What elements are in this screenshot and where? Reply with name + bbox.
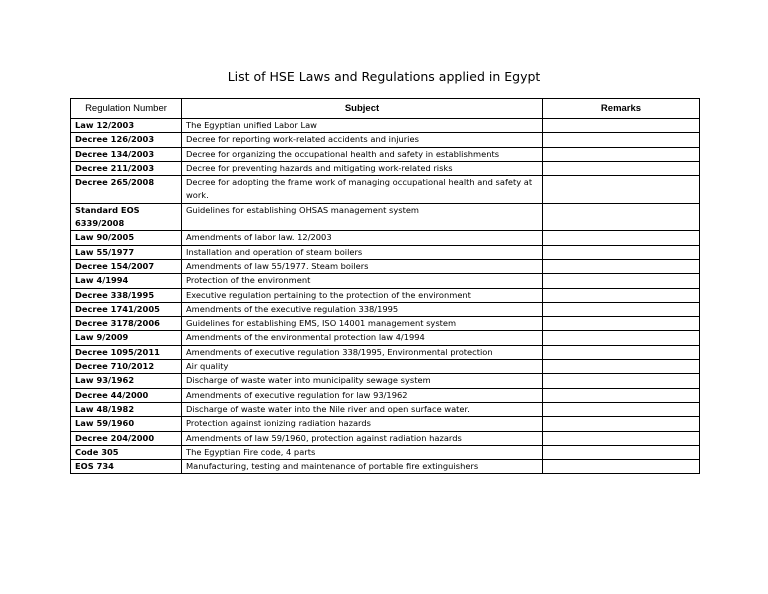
- subject-cell: Executive regulation pertaining to the protection of the environment: [182, 288, 543, 302]
- regulation-number-cell: Decree 265/2008: [71, 176, 182, 204]
- regulation-number-cell: Decree 126/2003: [71, 133, 182, 147]
- remarks-cell: [543, 274, 700, 288]
- subject-cell: Amendments of the environmental protection law 4/1994: [182, 331, 543, 345]
- remarks-cell: [543, 176, 700, 204]
- table-row: [71, 417, 700, 431]
- table-row: [71, 302, 700, 316]
- subject-cell: Amendments of labor law. 12/2003: [182, 231, 543, 245]
- table-row: [71, 231, 700, 245]
- subject-cell: Guidelines for establishing EMS, ISO 14001 management system: [182, 317, 543, 331]
- table-row: [71, 402, 700, 416]
- remarks-cell: [543, 302, 700, 316]
- subject-cell: Guidelines for establishing OHSAS management system: [182, 203, 543, 231]
- regulation-number-cell: Law 9/2009: [71, 331, 182, 345]
- remarks-cell: [543, 161, 700, 175]
- regulation-number-cell: Law 12/2003: [71, 119, 182, 133]
- table-row: [71, 176, 700, 204]
- table-row: [71, 288, 700, 302]
- table-row: [71, 133, 700, 147]
- subject-cell: Decree for preventing hazards and mitigating work-related risks: [182, 161, 543, 175]
- remarks-cell: [543, 460, 700, 474]
- remarks-cell: [543, 288, 700, 302]
- regulation-number-cell: Decree 338/1995: [71, 288, 182, 302]
- subject-cell: Discharge of waste water into municipality sewage system: [182, 374, 543, 388]
- table-row: [71, 317, 700, 331]
- remarks-cell: [543, 119, 700, 133]
- table-row: [71, 331, 700, 345]
- regulation-number-cell: Decree 1095/2011: [71, 345, 182, 359]
- regulation-number-cell: Law 59/1960: [71, 417, 182, 431]
- regulation-number-cell: Decree 1741/2005: [71, 302, 182, 316]
- table-row: [71, 161, 700, 175]
- subject-cell: Decree for organizing the occupational health and safety in establishments: [182, 147, 543, 161]
- regulation-number-cell: EOS 734: [71, 460, 182, 474]
- regulation-number-cell: Decree 154/2007: [71, 259, 182, 273]
- table-row: [71, 147, 700, 161]
- table-row: [71, 388, 700, 402]
- remarks-cell: [543, 245, 700, 259]
- regulation-number-cell: Standard EOS 6339/2008: [71, 203, 182, 231]
- remarks-cell: [543, 317, 700, 331]
- remarks-cell: [543, 417, 700, 431]
- subject-cell: Amendments of law 59/1960, protection against radiation hazards: [182, 431, 543, 445]
- subject-cell: Amendments of executive regulation 338/1995, Environmental protection: [182, 345, 543, 359]
- remarks-cell: [543, 203, 700, 231]
- regulation-number-cell: Decree 211/2003: [71, 161, 182, 175]
- subject-cell: The Egyptian unified Labor Law: [182, 119, 543, 133]
- header-row: [71, 99, 700, 119]
- subject-cell: Protection against ionizing radiation hazards: [182, 417, 543, 431]
- table-row: [71, 345, 700, 359]
- table-row: [71, 259, 700, 273]
- remarks-cell: [543, 445, 700, 459]
- remarks-cell: [543, 147, 700, 161]
- table-row: [71, 374, 700, 388]
- remarks-cell: [543, 133, 700, 147]
- remarks-cell: [543, 259, 700, 273]
- regulations-table: [70, 98, 700, 474]
- subject-cell: Decree for reporting work-related accidents and injuries: [182, 133, 543, 147]
- subject-cell: Amendments of the executive regulation 338/1995: [182, 302, 543, 316]
- header-remarks: Remarks: [543, 99, 700, 119]
- regulation-number-cell: Code 305: [71, 445, 182, 459]
- table-row: [71, 245, 700, 259]
- remarks-cell: [543, 360, 700, 374]
- header-subject: Subject: [182, 99, 543, 119]
- remarks-cell: [543, 331, 700, 345]
- table-row: [71, 119, 700, 133]
- subject-cell: Protection of the environment: [182, 274, 543, 288]
- regulation-number-cell: Decree 3178/2006: [71, 317, 182, 331]
- regulation-number-cell: Law 90/2005: [71, 231, 182, 245]
- remarks-cell: [543, 374, 700, 388]
- regulation-number-cell: Law 4/1994: [71, 274, 182, 288]
- subject-cell: Amendments of law 55/1977. Steam boilers: [182, 259, 543, 273]
- regulation-number-cell: Decree 204/2000: [71, 431, 182, 445]
- page-title: List of HSE Laws and Regulations applied in Egypt: [227, 69, 541, 84]
- remarks-cell: [543, 388, 700, 402]
- subject-cell: Air quality: [182, 360, 543, 374]
- remarks-cell: [543, 431, 700, 445]
- subject-cell: Discharge of waste water into the Nile river and open surface water.: [182, 402, 543, 416]
- table-row: [71, 431, 700, 445]
- regulation-number-cell: Decree 710/2012: [71, 360, 182, 374]
- header-regulation-number: Regulation Number: [71, 99, 182, 119]
- regulation-number-cell: Law 48/1982: [71, 402, 182, 416]
- remarks-cell: [543, 345, 700, 359]
- subject-cell: The Egyptian Fire code, 4 parts: [182, 445, 543, 459]
- table-header: [71, 99, 700, 119]
- regulation-number-cell: Decree 44/2000: [71, 388, 182, 402]
- remarks-cell: [543, 402, 700, 416]
- regulation-number-cell: Decree 134/2003: [71, 147, 182, 161]
- subject-cell: Decree for adopting the frame work of managing occupational health and safety at work.: [182, 176, 543, 204]
- subject-cell: Amendments of executive regulation for law 93/1962: [182, 388, 543, 402]
- table-body: [71, 119, 700, 474]
- table-row: [71, 445, 700, 459]
- table-row: [71, 460, 700, 474]
- regulation-number-cell: Law 93/1962: [71, 374, 182, 388]
- subject-cell: Manufacturing, testing and maintenance of portable fire extinguishers: [182, 460, 543, 474]
- table-row: [71, 360, 700, 374]
- table-row: [71, 274, 700, 288]
- table-row: [71, 203, 700, 231]
- regulation-number-cell: Law 55/1977: [71, 245, 182, 259]
- remarks-cell: [543, 231, 700, 245]
- subject-cell: Installation and operation of steam boilers: [182, 245, 543, 259]
